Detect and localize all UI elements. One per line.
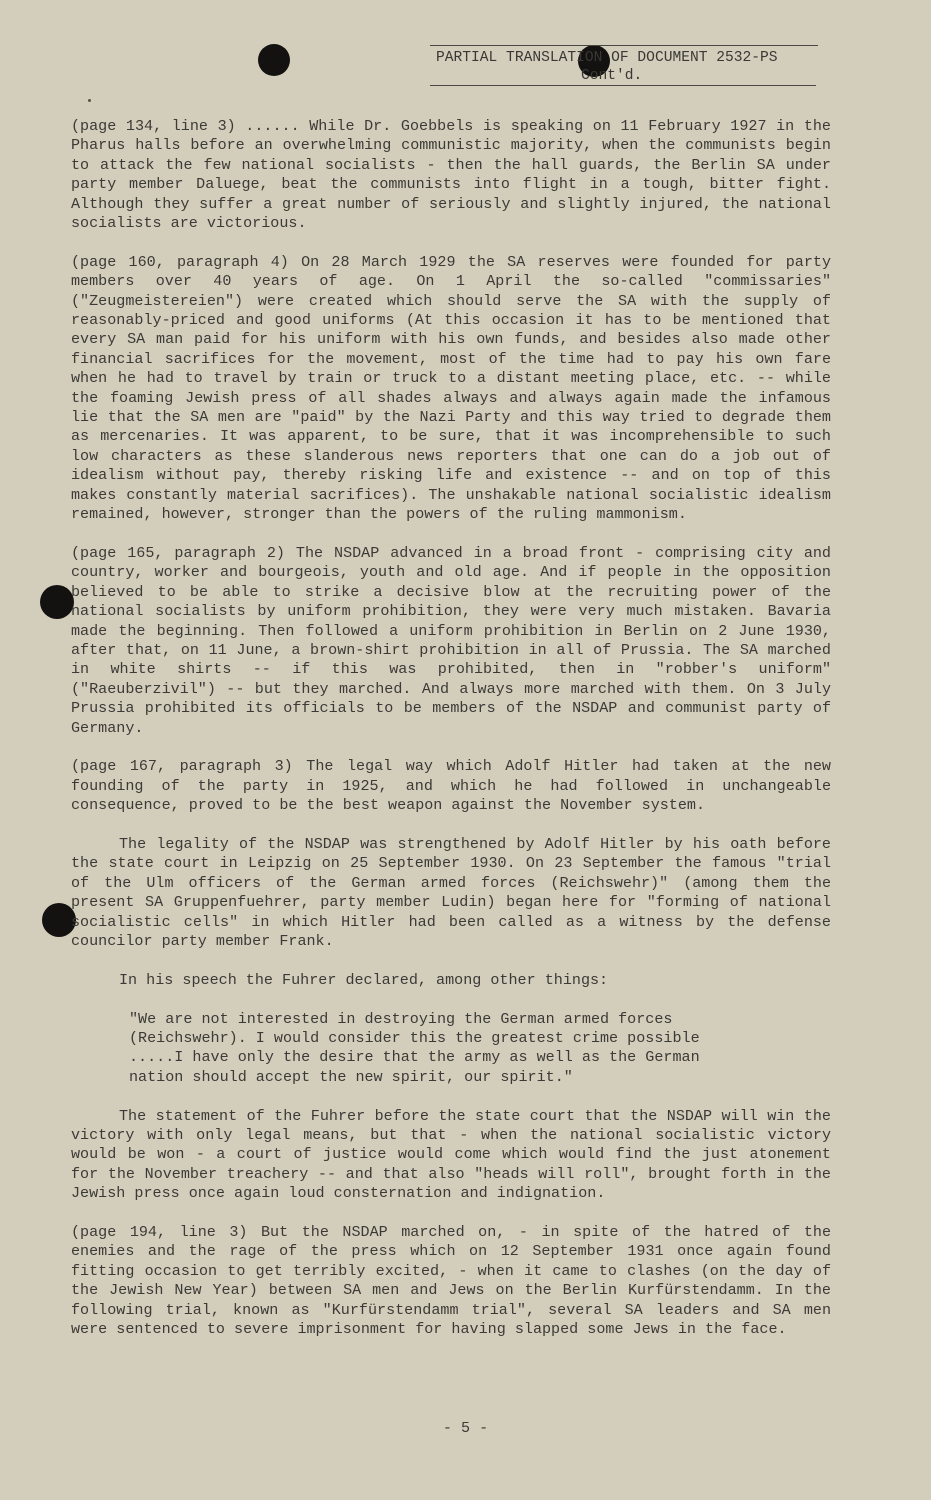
paragraph-statement: The statement of the Fuhrer before the state court that the NSDAP will win the victory with only legal means, but that - when the national socialistic victory would be won - a court of justice would come which would find the just atonement for the November treachery -- and that also "heads will roll", brought forth in the Jewish press once again loud consternation and indignation.	[71, 1106, 831, 1203]
continued-label: Cont'd.	[581, 68, 643, 84]
paragraph-page-167: (page 167, paragraph 3) The legal way which Adolf Hitler had taken at the new founding of the party in 1925, and which he had followed in unchangeable consequence, proved to be the best weapon against the November system.	[71, 757, 831, 815]
ink-speck	[88, 99, 91, 102]
paragraph-speech-intro: In his speech the Fuhrer declared, among other things:	[119, 970, 609, 989]
quotation-fuhrer-speech: "We are not interested in destroying the German armed forces (Reichswehr). I would consider this the greatest crime possible .....I have only the desire that the army as well as the German nation should accept the new spirit, our spirit."	[129, 1009, 700, 1086]
page-number: - 5 -	[442, 1419, 489, 1437]
paragraph-page-194: (page 194, line 3) But the NSDAP marched on, - in spite of the hatred of the enemies and the rage of the press which on 12 September 1931 once again found fitting occasion to get terribly excited, - when it came to clashes (on the day of the Jewish New Year) between SA men and Jews on the Berlin Kurfürstendamm. In the following trial, known as "Kurfürstendamm trial", several SA leaders and SA men were sentenced to severe imprisonment for having slapped some Jews in the face.	[71, 1223, 831, 1339]
document-title: PARTIAL TRANSLATION OF DOCUMENT 2532-PS	[436, 50, 778, 66]
document-body	[71, 117, 831, 1359]
document-header	[436, 49, 816, 85]
header-rule-top	[430, 45, 818, 46]
punch-hole-left-middle	[40, 585, 74, 619]
punch-hole-top-left	[258, 44, 290, 76]
paragraph-page-160: (page 160, paragraph 4) On 28 March 1929 the SA reserves were founded for party members over 40 years of age. On 1 April the so-called "commissaries" ("Zeugmeistereien") were created which should serve the SA with the supply of reasonably-priced and good uniforms (At this occasion it has to be mentioned that every SA man paid for his uniform with his own funds, and besides also made other financial sacrifices for the movement, most of the time had to pay his own fare when he had to travel by train or truck to a distant meeting place, etc. -- while the foaming Jewish press of all shades always and always again made the infamous lie that the SA men are "paid" by the Nazi Party and this way tried to degrade them as mercenaries. It was apparent, to be sure, that it was incomprehensible to such low characters as these slanderous news reporters that one can do a job out of idealism without pay, thereby risking life and existence -- and on top of this makes constantly material sacrifices). The unshakable national socialistic idealism remained, however, stronger than the powers of the ruling mammonism.	[71, 252, 831, 524]
paragraph-page-134: (page 134, line 3) ...... While Dr. Goebbels is speaking on 11 February 1927 in the Pharus halls before an overwhelming communistic majority, when the communists begin to attack the few national socialists - then the hall guards, the Berlin SA under party member Daluege, beat the communists into flight in a tough, bitter fight. Although they suffer a great number of seriously and slightly injured, the national socialists are victorious.	[71, 117, 831, 233]
paragraph-legality: The legality of the NSDAP was strengthened by Adolf Hitler by his oath before the state court in Leipzig on 25 September 1930. On 23 September the famous "trial of the Ulm officers of the German armed forces (Reichswehr)" (among them the present SA Gruppenfuehrer, party member Ludin) began here for "forming of national socialistic cells" in which Hitler had been called as a witness by the defense councilor party member Frank.	[71, 834, 831, 950]
paragraph-page-165: (page 165, paragraph 2) The NSDAP advanced in a broad front - comprising city and country, worker and bourgeois, youth and old age. And if people in the opposition believed to be able to strike a decisive blow at the recruiting power of the national socialists by uniform prohibition, they were very much mistaken. Bavaria made the beginning. Then followed a uniform prohibition in Berlin on 2 June 1930, after that, on 11 June, a brown-shirt prohibition in all of Prussia. The SA marched in white shirts -- if this was prohibited, then in "robber's uniform" ("Raeuberzivil") -- but they marched. And always more marched with them. On 3 July Prussia prohibited its officials to be members of the NSDAP and communist party of Germany.	[71, 543, 831, 737]
header-rule-bottom	[430, 85, 816, 86]
